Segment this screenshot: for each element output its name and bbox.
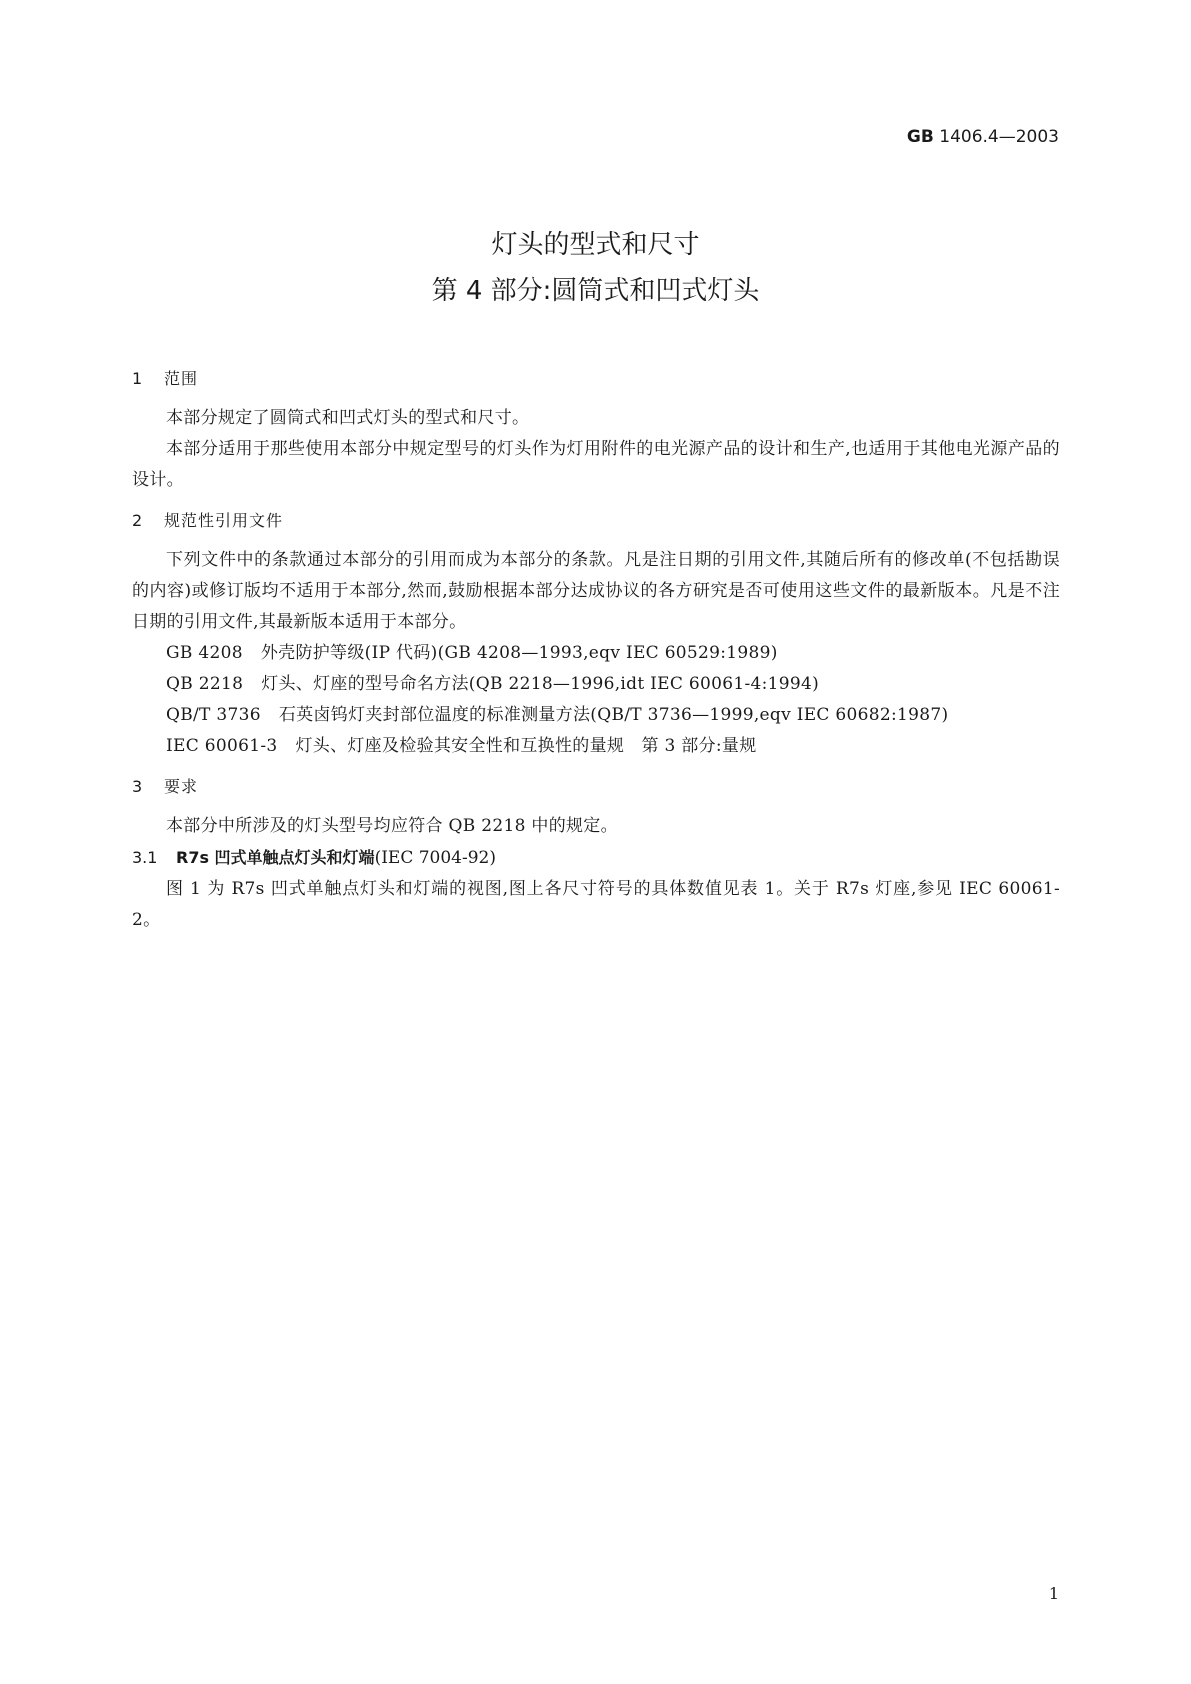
- paragraph: 本部分中所涉及的灯头型号均应符合 QB 2218 中的规定。: [166, 816, 618, 836]
- reference-item: [132, 669, 1060, 700]
- section-number: 2: [132, 511, 144, 530]
- reference-code: QB/T 3736: [166, 705, 261, 725]
- reference-text: 石英卤钨灯夹封部位温度的标准测量方法(QB/T 3736—1999,eqv IEC 60682:1987): [278, 705, 949, 725]
- section-number: 3: [132, 777, 144, 796]
- section-number: 1: [132, 369, 144, 388]
- paragraph: 本部分规定了圆筒式和凹式灯头的型式和尺寸。: [166, 408, 530, 428]
- subsection-suffix: (IEC 7004-92): [374, 848, 497, 868]
- reference-code: QB 2218: [166, 674, 244, 694]
- reference-item: [132, 700, 1060, 731]
- document-title: [0, 222, 1191, 314]
- section-heading-scope: [132, 364, 1060, 394]
- reference-text: 灯头、灯座的型号命名方法(QB 2218—1996,idt IEC 60061-4:1994): [261, 674, 820, 694]
- document-body: [132, 364, 1060, 936]
- paragraph: 本部分适用于那些使用本部分中规定型号的灯头作为灯用附件的电光源产品的设计和生产,也适用于其他电光源产品的设计。: [132, 439, 1060, 490]
- reference-code: IEC 60061-3: [166, 736, 278, 756]
- section-heading-normative-references: [132, 506, 1060, 536]
- section-title: 要求: [164, 777, 199, 796]
- page-number: 1: [1048, 1584, 1059, 1603]
- reference-item: [132, 638, 1060, 669]
- subsection-heading: [132, 842, 1060, 874]
- standard-code: [907, 127, 1059, 147]
- section-heading-requirements: [132, 772, 1060, 802]
- subsection-title: R7s 凹式单触点灯头和灯端: [176, 848, 375, 867]
- paragraph: 图 1 为 R7s 凹式单触点灯头和灯端的视图,图上各尺寸符号的具体数值见表 1。关于 R7s 灯座,参见 IEC 60061-2。: [132, 879, 1060, 930]
- paragraph: 下列文件中的条款通过本部分的引用而成为本部分的条款。凡是注日期的引用文件,其随后所有的修改单(不包括勘误的内容)或修订版均不适用于本部分,然而,鼓励根据本部分达成协议的各方研究是否可使用这些文件的最新版本。凡是不注日期的引用文件,其最新版本适用于本部分。: [132, 550, 1060, 632]
- title-line-1: 灯头的型式和尺寸: [491, 230, 700, 260]
- reference-item: [132, 731, 1060, 762]
- standard-code-prefix: GB: [906, 127, 934, 147]
- standard-code-number: 1406.4—2003: [939, 127, 1059, 147]
- reference-text: 灯头、灯座及检验其安全性和互换性的量规 第 3 部分:量规: [295, 736, 757, 756]
- section-title: 规范性引用文件: [164, 511, 284, 530]
- title-line-2: 第 4 部分:圆筒式和凹式灯头: [431, 276, 760, 306]
- reference-code: GB 4208: [166, 643, 243, 663]
- subsection-number: 3.1: [132, 848, 158, 867]
- reference-text: 外壳防护等级(IP 代码)(GB 4208—1993,eqv IEC 60529:1989): [260, 643, 778, 663]
- section-title: 范围: [164, 369, 199, 388]
